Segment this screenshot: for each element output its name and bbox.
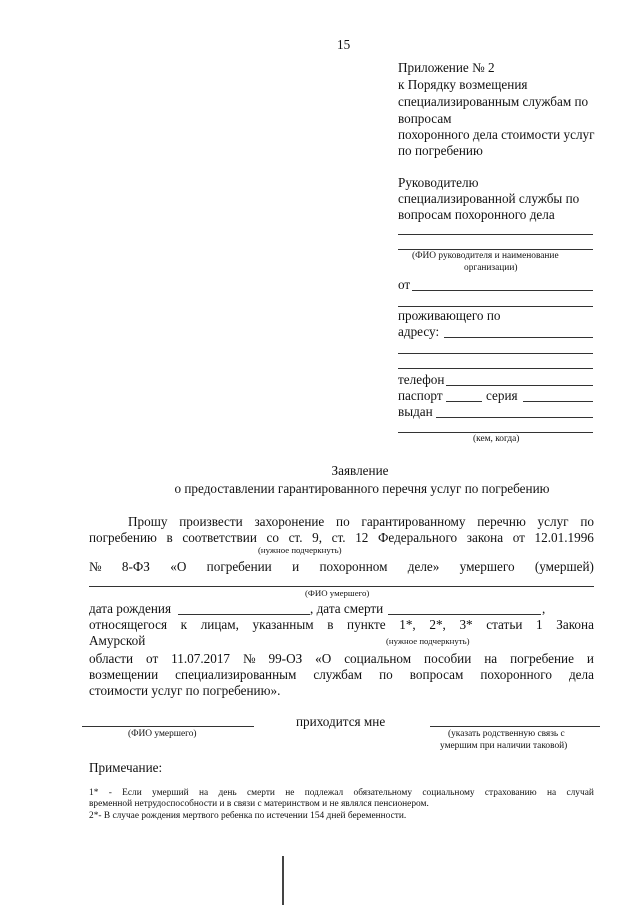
word: соответствии: [182, 530, 257, 545]
hint-underline: (нужное подчеркнуть): [258, 545, 342, 555]
law-line-1: [89, 651, 594, 666]
word: социальном: [344, 651, 412, 666]
hint-relation-1: (указать родственную связь с: [448, 729, 565, 739]
word: №: [89, 559, 102, 574]
word: вопросам: [409, 667, 464, 682]
word: 9,: [312, 530, 323, 545]
address-field-line-1[interactable]: [444, 337, 593, 338]
relation-label: приходится мне: [296, 714, 386, 729]
word: указанным: [252, 617, 314, 632]
word: обязательному: [353, 788, 413, 798]
hint-fio-deceased-2: (ФИО умершего): [128, 729, 197, 739]
word: на: [546, 788, 557, 798]
passport-series-line[interactable]: [523, 401, 593, 402]
deceased-name-line[interactable]: [89, 586, 594, 587]
word: Закона: [556, 617, 594, 632]
from-label: от: [398, 277, 411, 292]
word: произвести: [179, 514, 243, 529]
word: статьи: [486, 617, 523, 632]
word: случай: [566, 788, 594, 798]
word: социальному: [422, 788, 475, 798]
word: умерший: [152, 788, 189, 798]
amur-label: Амурской: [89, 633, 146, 648]
law-line-3: стоимости услуг по погребению».: [89, 683, 281, 698]
birth-date-field-line[interactable]: [178, 614, 310, 615]
word: похоронного: [480, 667, 552, 682]
word: со: [266, 530, 279, 545]
word: от: [512, 530, 525, 545]
phone-field-line[interactable]: [446, 385, 593, 386]
passport-number-line[interactable]: [446, 401, 482, 402]
word: перечню: [477, 514, 526, 529]
appendix-line-3: специализированным службам по: [398, 94, 589, 109]
addressee-line-1: Руководителю: [398, 175, 479, 190]
word: гарантированному: [361, 514, 466, 529]
word: страхованию: [484, 788, 537, 798]
appendix-line-5: похоронного дела стоимости услуг: [398, 127, 595, 142]
head-name-line-2: [398, 249, 593, 250]
word: захоронение: [254, 514, 325, 529]
issued-label: выдан: [398, 404, 433, 419]
word: 1: [536, 617, 543, 632]
word: 11.07.2017: [171, 651, 231, 666]
death-date-field-line[interactable]: [388, 614, 541, 615]
word: погребение: [510, 651, 574, 666]
law-line-2: [89, 667, 594, 682]
word: закона: [466, 530, 504, 545]
word: смерти: [247, 788, 275, 798]
word: дела: [568, 667, 594, 682]
word: «О: [170, 559, 187, 574]
word: погребению: [89, 530, 157, 545]
word: ст.: [288, 530, 303, 545]
word: области: [89, 651, 134, 666]
word: 1*: [89, 788, 99, 798]
binding-stamp-mark: [282, 856, 284, 905]
word: 3*: [459, 617, 473, 632]
word: относящегося: [89, 617, 168, 632]
word: подлежал: [304, 788, 344, 798]
word: на: [198, 788, 209, 798]
appendix-line-6: по погребению: [398, 143, 483, 158]
hint-organization: организации): [464, 263, 518, 273]
word: ст.: [331, 530, 346, 545]
residing-label: проживающего по: [398, 308, 501, 323]
word: день: [218, 788, 237, 798]
word: услуг: [537, 514, 569, 529]
address-field-line-2[interactable]: [398, 353, 593, 354]
appendix-line-1: Приложение № 2: [398, 60, 495, 75]
hint-head-name: (ФИО руководителя и наименование: [412, 251, 559, 261]
word: пособии: [424, 651, 472, 666]
note-1-line-1: [89, 788, 594, 799]
word: 1*,: [399, 617, 416, 632]
deceased-name-line-2[interactable]: [82, 726, 254, 727]
issued-field-line-2[interactable]: [398, 432, 593, 433]
word: и: [586, 651, 594, 666]
word: (умершей): [534, 559, 594, 574]
series-label: серия: [486, 388, 518, 403]
word: в: [327, 617, 334, 632]
word: лицам,: [200, 617, 239, 632]
word: 12: [355, 530, 369, 545]
word: от: [146, 651, 159, 666]
word: службам: [313, 667, 363, 682]
word: пункте: [347, 617, 386, 632]
address-label: адресу:: [398, 324, 440, 339]
request-line-3: [89, 559, 594, 574]
relation-field-line[interactable]: [430, 726, 600, 727]
word: умершего: [459, 559, 515, 574]
word: по: [336, 514, 350, 529]
word: №: [242, 651, 256, 666]
word: Прошу: [128, 514, 168, 529]
word: «О: [315, 651, 332, 666]
from-field-line[interactable]: [412, 290, 593, 291]
word: по: [580, 514, 594, 529]
word: Федерального: [378, 530, 458, 545]
addressee-line-2: специализированной службы по: [398, 191, 580, 206]
note-1-line-2: временной нетрудоспособности и в связи с материнством и не являлся пенсионером.: [89, 799, 429, 809]
hint-relation-2: умершим при наличии таковой): [440, 741, 568, 751]
word: в: [166, 530, 173, 545]
from-field-line-2[interactable]: [398, 306, 593, 307]
document-title: Заявление: [331, 463, 389, 478]
birth-date-label: дата рождения: [89, 601, 172, 616]
word: на: [484, 651, 498, 666]
passport-label: паспорт: [398, 388, 443, 403]
word: 12.01.1996: [534, 530, 594, 545]
word: к: [180, 617, 188, 632]
word: деле»: [407, 559, 440, 574]
address-field-line-3[interactable]: [398, 368, 593, 369]
comma: ,: [542, 601, 546, 616]
word: специализированным: [175, 667, 297, 682]
word: не: [285, 788, 295, 798]
appendix-line-4: вопросам: [398, 111, 452, 126]
word: 8-ФЗ: [121, 559, 150, 574]
phone-label: телефон: [398, 372, 445, 387]
death-date-label: , дата смерти: [310, 601, 384, 616]
word: похоронном: [319, 559, 388, 574]
hint-fio-deceased: (ФИО умершего): [305, 588, 370, 598]
document-subtitle: о предоставлении гарантированного перечня услуг по погребению: [174, 481, 550, 496]
hint-underline-2: (нужное подчеркнуть): [386, 636, 470, 646]
request-line-2: [89, 530, 594, 545]
word: 99-ОЗ: [268, 651, 303, 666]
word: возмещении: [89, 667, 159, 682]
addressee-line-3: вопросам похоронного дела: [398, 207, 555, 222]
word: 2*,: [429, 617, 446, 632]
hint-issued: (кем, когда): [473, 434, 520, 444]
word: погребении: [206, 559, 272, 574]
notes-label: Примечание:: [89, 760, 163, 775]
request-line-1: [128, 514, 594, 529]
head-name-line-1: [398, 234, 593, 235]
word: -: [108, 788, 112, 798]
word: и: [292, 559, 300, 574]
word: по: [379, 667, 393, 682]
related-line: [89, 617, 594, 632]
word: Если: [122, 788, 142, 798]
issued-field-line[interactable]: [436, 417, 593, 418]
appendix-line-2: к Порядку возмещения: [398, 77, 528, 92]
page-number: 15: [337, 37, 351, 52]
note-2: 2*- В случае рождения мертвого ребенка по истечении 154 дней беременности.: [89, 811, 407, 821]
